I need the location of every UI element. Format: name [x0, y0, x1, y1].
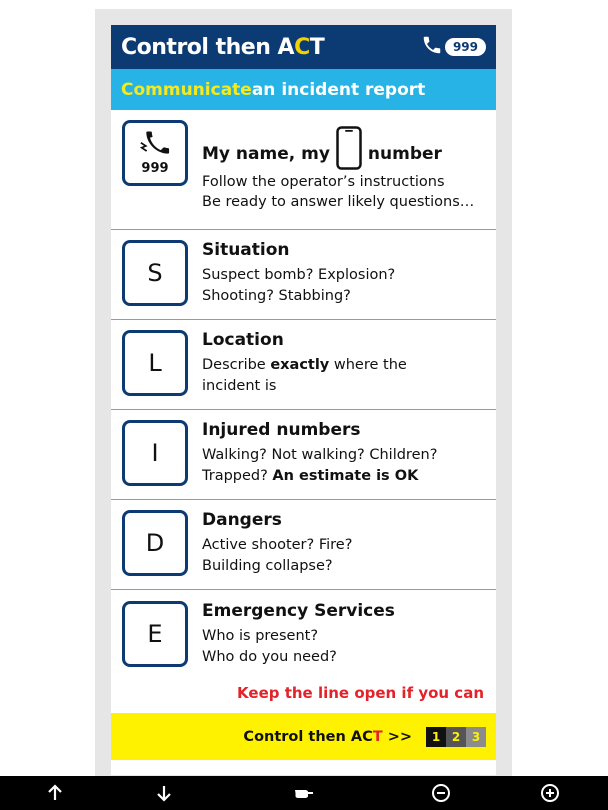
row-call-title	[202, 132, 442, 175]
zoom-out-icon[interactable]	[429, 781, 453, 805]
row-call-line2: Be ready to answer likely questions…	[202, 194, 475, 210]
title-text: number	[367, 143, 442, 164]
arrow-up-icon[interactable]	[43, 781, 67, 805]
title-part: Control then A	[121, 34, 295, 60]
zoom-in-icon[interactable]	[538, 781, 562, 805]
row-title: Situation	[202, 240, 290, 260]
row-title: Injured numbers	[202, 420, 361, 440]
subheader	[111, 69, 496, 110]
row-line: Shooting? Stabbing?	[202, 288, 351, 304]
title-text: My name, my	[202, 143, 330, 164]
letter-box-d: D	[122, 510, 188, 576]
bold-text: exactly	[270, 357, 330, 373]
badge-999: 999	[445, 38, 486, 56]
arrow-down-icon[interactable]	[152, 781, 176, 805]
card-footer	[111, 713, 496, 760]
row-title: Location	[202, 330, 284, 350]
row-location	[111, 320, 496, 410]
hand-pointer-icon[interactable]	[292, 781, 316, 805]
row-situation	[111, 230, 496, 320]
footer-label	[243, 729, 412, 745]
ringing-phone-icon	[138, 131, 172, 161]
step-2: 2	[446, 727, 466, 747]
step-indicator	[426, 727, 486, 747]
row-line: Walking? Not walking? Children?	[202, 447, 438, 463]
row-call	[111, 110, 496, 230]
text: Control then AC	[243, 728, 373, 745]
row-call-line1: Follow the operator’s instructions	[202, 174, 445, 190]
step-1: 1	[426, 727, 446, 747]
row-emergency	[111, 590, 496, 680]
row-line	[202, 357, 407, 373]
bold-text: An estimate is OK	[272, 468, 419, 484]
phone-icon	[421, 34, 443, 60]
step-3: 3	[466, 727, 486, 747]
row-line: Building collapse?	[202, 558, 333, 574]
keep-line-open-note: Keep the line open if you can	[237, 684, 484, 702]
row-title: Dangers	[202, 510, 282, 530]
letter-box-i: I	[122, 420, 188, 486]
row-line: Suspect bomb? Explosion?	[202, 267, 396, 283]
row-line: incident is	[202, 378, 277, 394]
letter-box-l: L	[122, 330, 188, 396]
subheader-text: an incident report	[251, 79, 426, 100]
row-line	[202, 468, 418, 484]
phone-999-badge	[421, 34, 486, 60]
card-header	[111, 25, 496, 69]
row-title: Emergency Services	[202, 601, 395, 621]
text-accent: T	[372, 728, 383, 745]
letter-box-s: S	[122, 240, 188, 306]
phone-999-box	[122, 120, 188, 186]
subheader-highlight: Communicate	[121, 79, 252, 100]
row-dangers	[111, 500, 496, 590]
viewer-toolbar	[0, 776, 608, 810]
text: >>	[382, 728, 412, 745]
card-title	[121, 35, 324, 60]
title-part: T	[309, 34, 325, 60]
row-injured	[111, 410, 496, 500]
row-line: Who is present?	[202, 628, 319, 644]
act-card	[111, 25, 496, 775]
row-line: Active shooter? Fire?	[202, 537, 353, 553]
text: Describe	[202, 357, 271, 373]
mobile-phone-icon	[336, 132, 362, 175]
row-line: Who do you need?	[202, 649, 337, 665]
box-999-label: 999	[141, 160, 169, 176]
letter-box-e: E	[122, 601, 188, 667]
text: where the	[329, 357, 407, 373]
title-accent: C	[294, 34, 310, 60]
text: Trapped?	[202, 468, 273, 484]
